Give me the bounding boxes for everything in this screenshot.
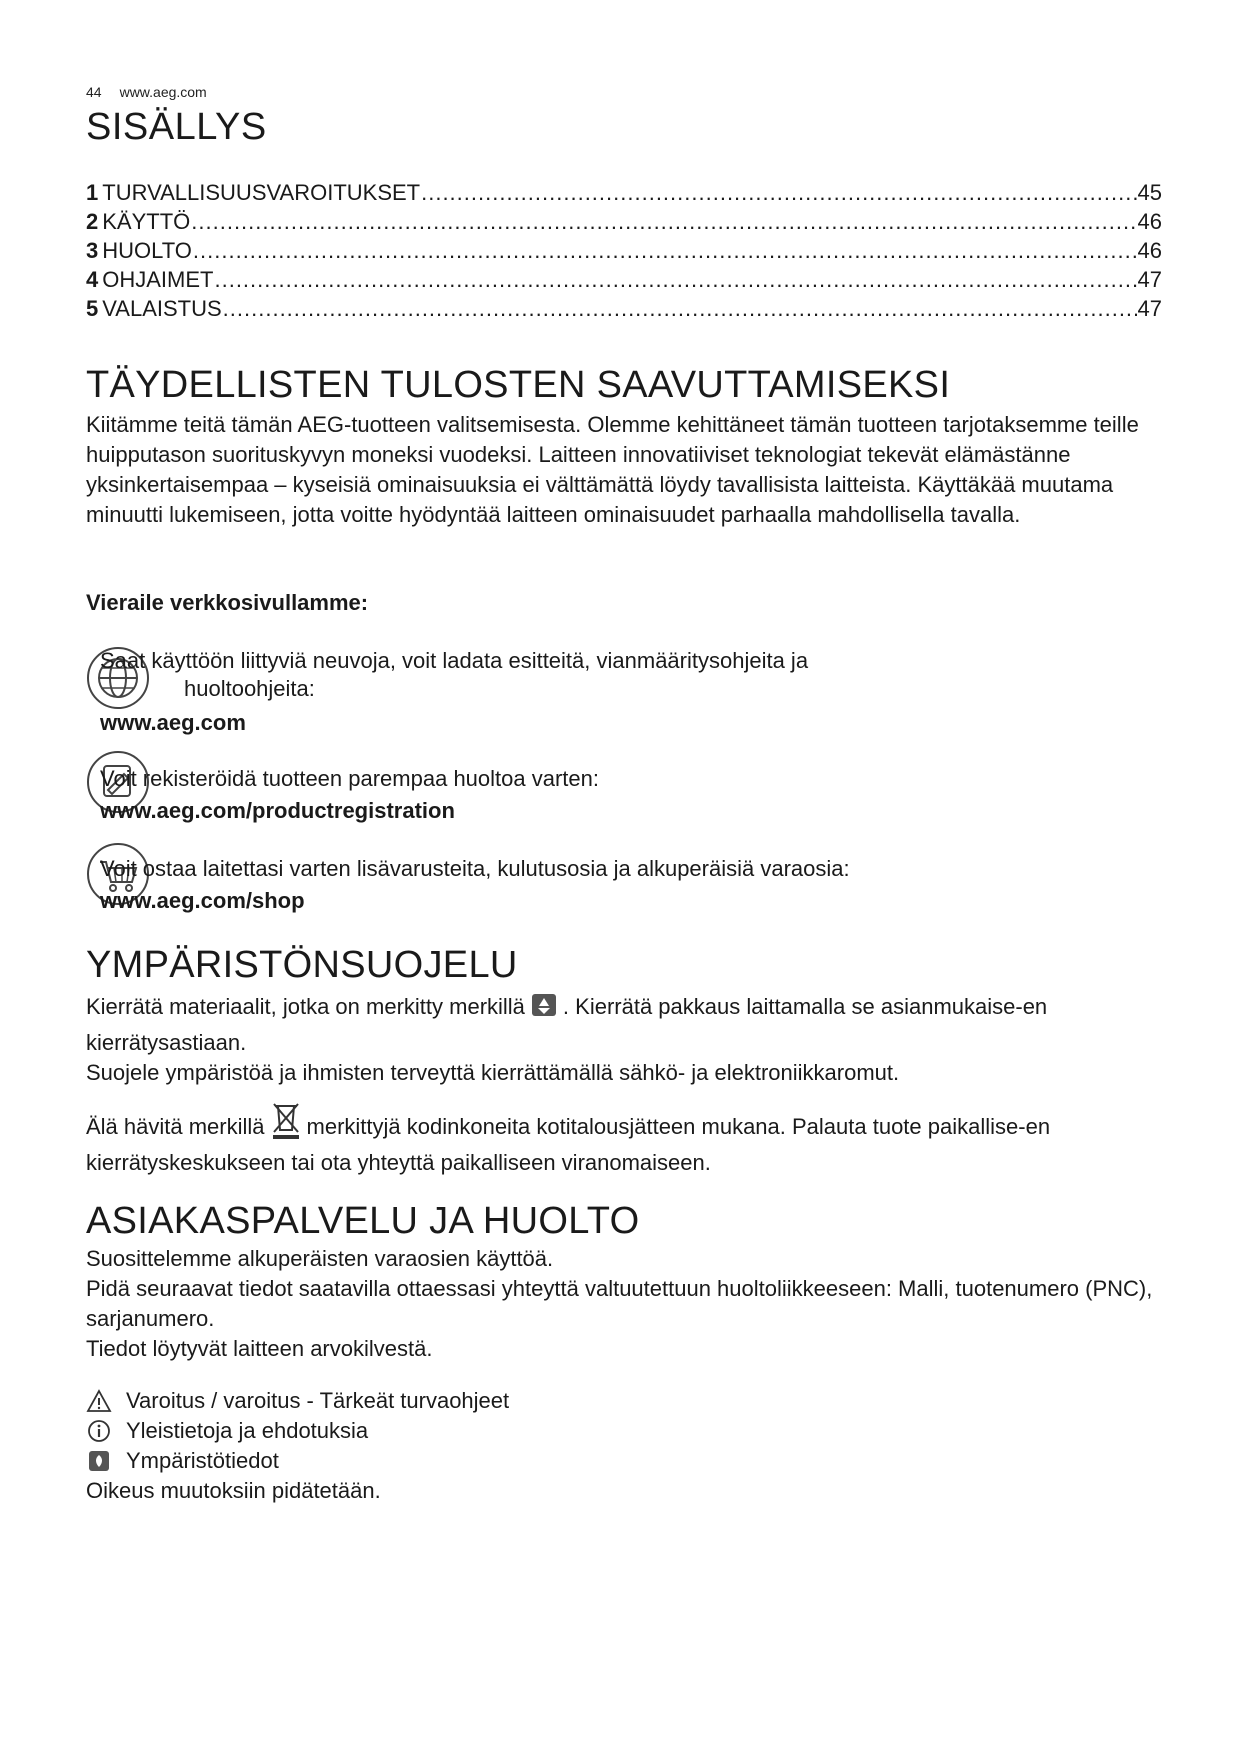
website-link[interactable]: www.aeg.com xyxy=(100,710,246,735)
toc-item-number: 1 xyxy=(86,180,99,205)
toc-leader-dots xyxy=(214,267,1136,293)
toc-item-page: 46 xyxy=(1137,238,1162,263)
rights-reserved-note: Oikeus muutoksiin pidätetään. xyxy=(86,1478,381,1503)
toc-title: SISÄLLYS xyxy=(86,106,267,148)
toc-item[interactable] xyxy=(86,267,1162,296)
legend-text: Varoitus / varoitus - Tärkeät turvaohjeet xyxy=(126,1388,510,1413)
service-line: Pidä seuraavat tiedot saatavilla ottaessasi yhteyttä valtuutettuun huoltoliikkeeseen: Malli, tuotenumero (PNC), sarjanumero. xyxy=(86,1276,1153,1331)
toc-leader-dots xyxy=(191,209,1136,235)
environment-paragraph-3 xyxy=(86,1102,1166,1178)
table-of-contents xyxy=(86,180,1162,325)
toc-leader-dots xyxy=(421,180,1136,206)
legend-item xyxy=(86,1416,509,1446)
toc-item[interactable] xyxy=(86,180,1162,209)
shop-link[interactable]: www.aeg.com/shop xyxy=(100,888,305,913)
shop-text: Voit ostaa laitettasi varten lisävarusteita, kulutusosia ja alkuperäisiä varaosia: xyxy=(100,856,850,881)
environment-text: Älä hävitä merkillä xyxy=(86,1114,265,1139)
legend-text: Yleistietoja ja ehdotuksia xyxy=(126,1418,369,1443)
header-website: www.aeg.com xyxy=(119,84,207,100)
toc-item-page: 47 xyxy=(1137,267,1162,292)
advice-text: Saat käyttöön liittyviä neuvoja, voit ladata esitteitä, vianmääritysohjeita ja xyxy=(100,648,809,673)
recycle-icon xyxy=(529,990,559,1028)
legend-text: Ympäristötiedot xyxy=(126,1448,279,1473)
toc-item-number: 5 xyxy=(86,296,99,321)
toc-item-number: 3 xyxy=(86,238,99,263)
toc-leader-dots xyxy=(193,238,1137,264)
legend-item xyxy=(86,1386,509,1416)
toc-leader-dots xyxy=(223,296,1137,322)
page-number: 44 xyxy=(86,84,102,100)
product-registration-link[interactable]: www.aeg.com/productregistration xyxy=(100,798,455,823)
environment-section xyxy=(86,990,1166,1178)
environment-title: YMPÄRISTÖNSUOJELU xyxy=(86,944,518,986)
toc-item-page: 47 xyxy=(1137,296,1162,321)
page-header xyxy=(86,84,207,100)
toc-item-title: KÄYTTÖ xyxy=(102,209,191,234)
warning-icon xyxy=(86,1389,112,1413)
environment-paragraph-1 xyxy=(86,990,1166,1058)
toc-item[interactable] xyxy=(86,209,1162,238)
environment-text: merkittyjä kodinkoneita kotitalousjätteen mukana. Palauta tuote paikallise-en kierrätyskeskukseen tai ota yhteyttä paikalliseen viranomaiseen. xyxy=(86,1114,1051,1175)
toc-item-title: OHJAIMET xyxy=(102,267,214,292)
service-section xyxy=(86,1244,1166,1364)
toc-item-title: HUOLTO xyxy=(102,238,192,263)
symbol-legend xyxy=(86,1386,509,1506)
toc-item-page: 45 xyxy=(1137,180,1162,205)
perfect-results-title: TÄYDELLISTEN TULOSTEN SAAVUTTAMISEKSI xyxy=(86,364,951,406)
intro-paragraph: Kiitämme teitä tämän AEG-tuotteen valitsemisesta. Olemme kehittäneet tämän tuotteen tarjotaksemme teille huipputason suorituskyvyn moneksi vuodeksi. Laitteen innovatiiviset teknologiat tekevät elämästänne yksinkertaisempaa – kyseisiä ominaisuuksia ei välttämättä löydy tavallisista laitteista. Käyttäkää muutama minuutti lukemiseen, jotta voitte hyödyntää laitteen ominaisuudet parhaalla mahdollisella tavalla. xyxy=(86,412,1139,527)
environment-icon xyxy=(86,1449,112,1473)
info-icon xyxy=(86,1419,112,1443)
visit-website-heading: Vieraile verkkosivullamme: xyxy=(86,590,369,615)
toc-item[interactable] xyxy=(86,296,1162,325)
legend-item xyxy=(86,1446,509,1476)
crossed-bin-icon xyxy=(269,1102,303,1148)
service-line: Tiedot löytyvät laitteen arvokilvestä. xyxy=(86,1336,433,1361)
advice-text-continued: huoltoohjeita: xyxy=(184,676,315,701)
service-title: ASIAKASPALVELU JA HUOLTO xyxy=(86,1200,640,1242)
service-line: Suosittelemme alkuperäisten varaosien käyttöä. xyxy=(86,1246,554,1271)
toc-item-number: 4 xyxy=(86,267,99,292)
toc-item[interactable] xyxy=(86,238,1162,267)
toc-item-title: VALAISTUS xyxy=(102,296,222,321)
toc-item-number: 2 xyxy=(86,209,99,234)
environment-paragraph-2: Suojele ympäristöä ja ihmisten terveyttä kierrättämällä sähkö- ja elektroniikkaromut. xyxy=(86,1060,900,1085)
environment-text: . Kierrätä pakkaus laittamalla se asianmukaise-en kierrätysastiaan. xyxy=(86,994,1048,1055)
registration-text: Voit rekisteröidä tuotteen parempaa huoltoa varten: xyxy=(100,766,599,791)
environment-text: Kierrätä materiaalit, jotka on merkitty merkillä xyxy=(86,994,525,1019)
toc-item-title: TURVALLISUUSVAROITUKSET xyxy=(102,180,421,205)
toc-item-page: 46 xyxy=(1137,209,1162,234)
